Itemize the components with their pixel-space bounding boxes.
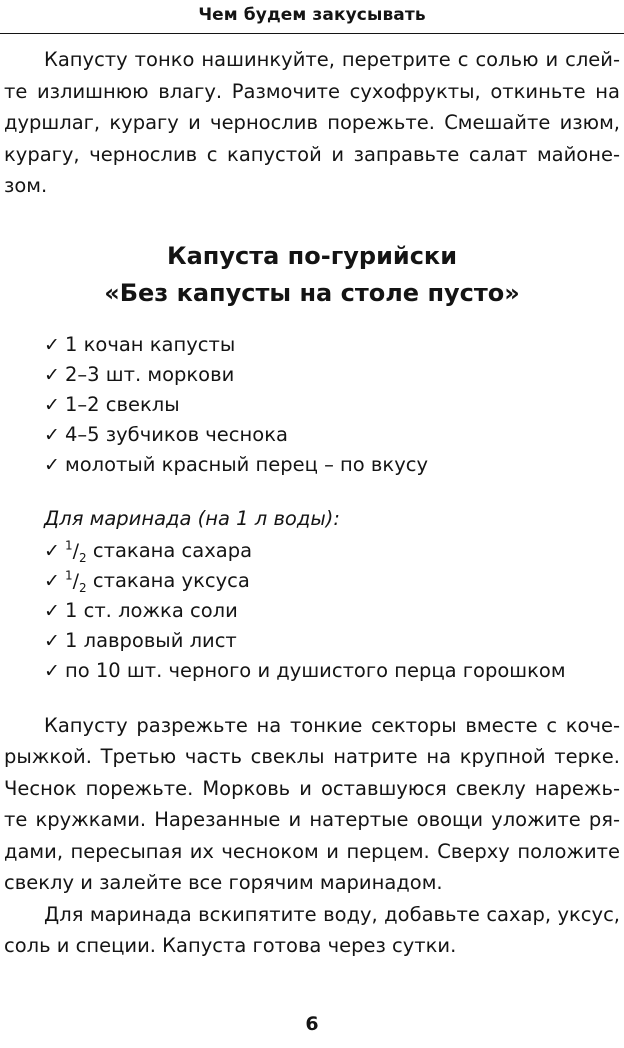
marinade-list — [44, 536, 620, 686]
marinade-item — [44, 656, 620, 686]
ingredient-item — [44, 330, 620, 360]
marinade-text: по 10 шт. черного и душистого перца горошком — [65, 658, 566, 682]
ingredient-text: 4–5 зубчиков чеснока — [65, 422, 288, 446]
marinade-item — [44, 566, 620, 596]
text-line: Капусту разрежьте на тонкие секторы вместе с коче- — [44, 713, 620, 737]
text-line: те кружками. Нарезанные и натертые овощи уложите ря- — [4, 808, 620, 831]
intro-paragraph — [4, 44, 620, 202]
check-mark-icon: ✓ — [44, 453, 60, 476]
recipe-title-line-2: «Без капусты на столе пусто» — [104, 278, 520, 307]
text-line: те излишнюю влагу. Размочите сухофрукты, откиньте на — [4, 79, 620, 103]
marinade-item — [44, 626, 620, 656]
recipe-title — [4, 238, 620, 312]
text-line: Капусту тонко нашинкуйте, перетрите с солью и слей- — [44, 48, 620, 71]
text-line: Для маринада вскипятите воду, добавьте сахар, уксус, — [44, 902, 620, 926]
marinade-text: 1 лавровый лист — [65, 628, 237, 652]
text-line: Чеснок порежьте. Морковь и оставшуюся свеклу нарежь- — [4, 776, 620, 800]
ingredient-text: 2–3 шт. моркови — [65, 362, 235, 386]
check-mark-icon: ✓ — [44, 539, 60, 562]
text-line: свеклу и залейте все горячим маринадом. — [4, 871, 443, 894]
fraction: $^1/_2$ — [65, 568, 87, 595]
fraction-numerator: 1 — [65, 538, 73, 553]
check-mark-icon: ✓ — [44, 659, 60, 682]
text-line: курагу, чернослив с капустой и заправьте салат майоне- — [4, 142, 620, 166]
ingredient-text: 1–2 свеклы — [65, 392, 180, 416]
header-rule — [0, 33, 624, 34]
text-line: дуршлаг, курагу и чернослив порежьте. Смешайте изюм, — [4, 111, 620, 134]
text-line: рыжкой. Третью часть свеклы натрите на крупной терке. — [4, 745, 620, 768]
ingredient-item — [44, 450, 620, 480]
ingredient-item — [44, 390, 620, 420]
page-content — [4, 40, 620, 962]
ingredient-text: молотый красный перец – по вкусу — [65, 452, 428, 476]
marinade-text: стакана уксуса — [92, 568, 250, 592]
ingredient-item — [44, 420, 620, 450]
fraction-denominator: 2 — [79, 550, 87, 565]
marinade-heading: Для маринада (на 1 л воды): — [44, 506, 340, 530]
marinade-instructions-paragraph — [4, 899, 620, 962]
fraction: $^1/_2$ — [65, 538, 87, 565]
marinade-item — [44, 596, 620, 626]
check-mark-icon: ✓ — [44, 393, 60, 416]
check-mark-icon: ✓ — [44, 599, 60, 622]
check-mark-icon: ✓ — [44, 363, 60, 386]
check-mark-icon: ✓ — [44, 423, 60, 446]
marinade-text: 1 ст. ложка соли — [65, 598, 238, 622]
recipe-title-line-1: Капуста по-гурийски — [166, 241, 458, 270]
ingredient-list — [44, 330, 620, 480]
fraction-numerator: 1 — [65, 568, 73, 583]
instructions-paragraph — [4, 710, 620, 899]
fraction-denominator: 2 — [79, 580, 87, 595]
running-header: Чем будем закусывать — [198, 5, 426, 25]
marinade-text: стакана сахара — [92, 538, 253, 562]
check-mark-icon: ✓ — [44, 333, 60, 356]
check-mark-icon: ✓ — [44, 569, 60, 592]
text-line: дами, пересыпая их чесноком и перцем. Сверху положите — [4, 839, 620, 863]
ingredient-text: 1 кочан капусты — [65, 332, 236, 356]
page-number: 6 — [305, 1013, 319, 1035]
text-line: соль и специи. Капуста готова через сутки. — [4, 934, 457, 957]
text-line: зом. — [4, 174, 48, 197]
marinade-item — [44, 536, 620, 566]
check-mark-icon: ✓ — [44, 629, 60, 652]
ingredient-item — [44, 360, 620, 390]
